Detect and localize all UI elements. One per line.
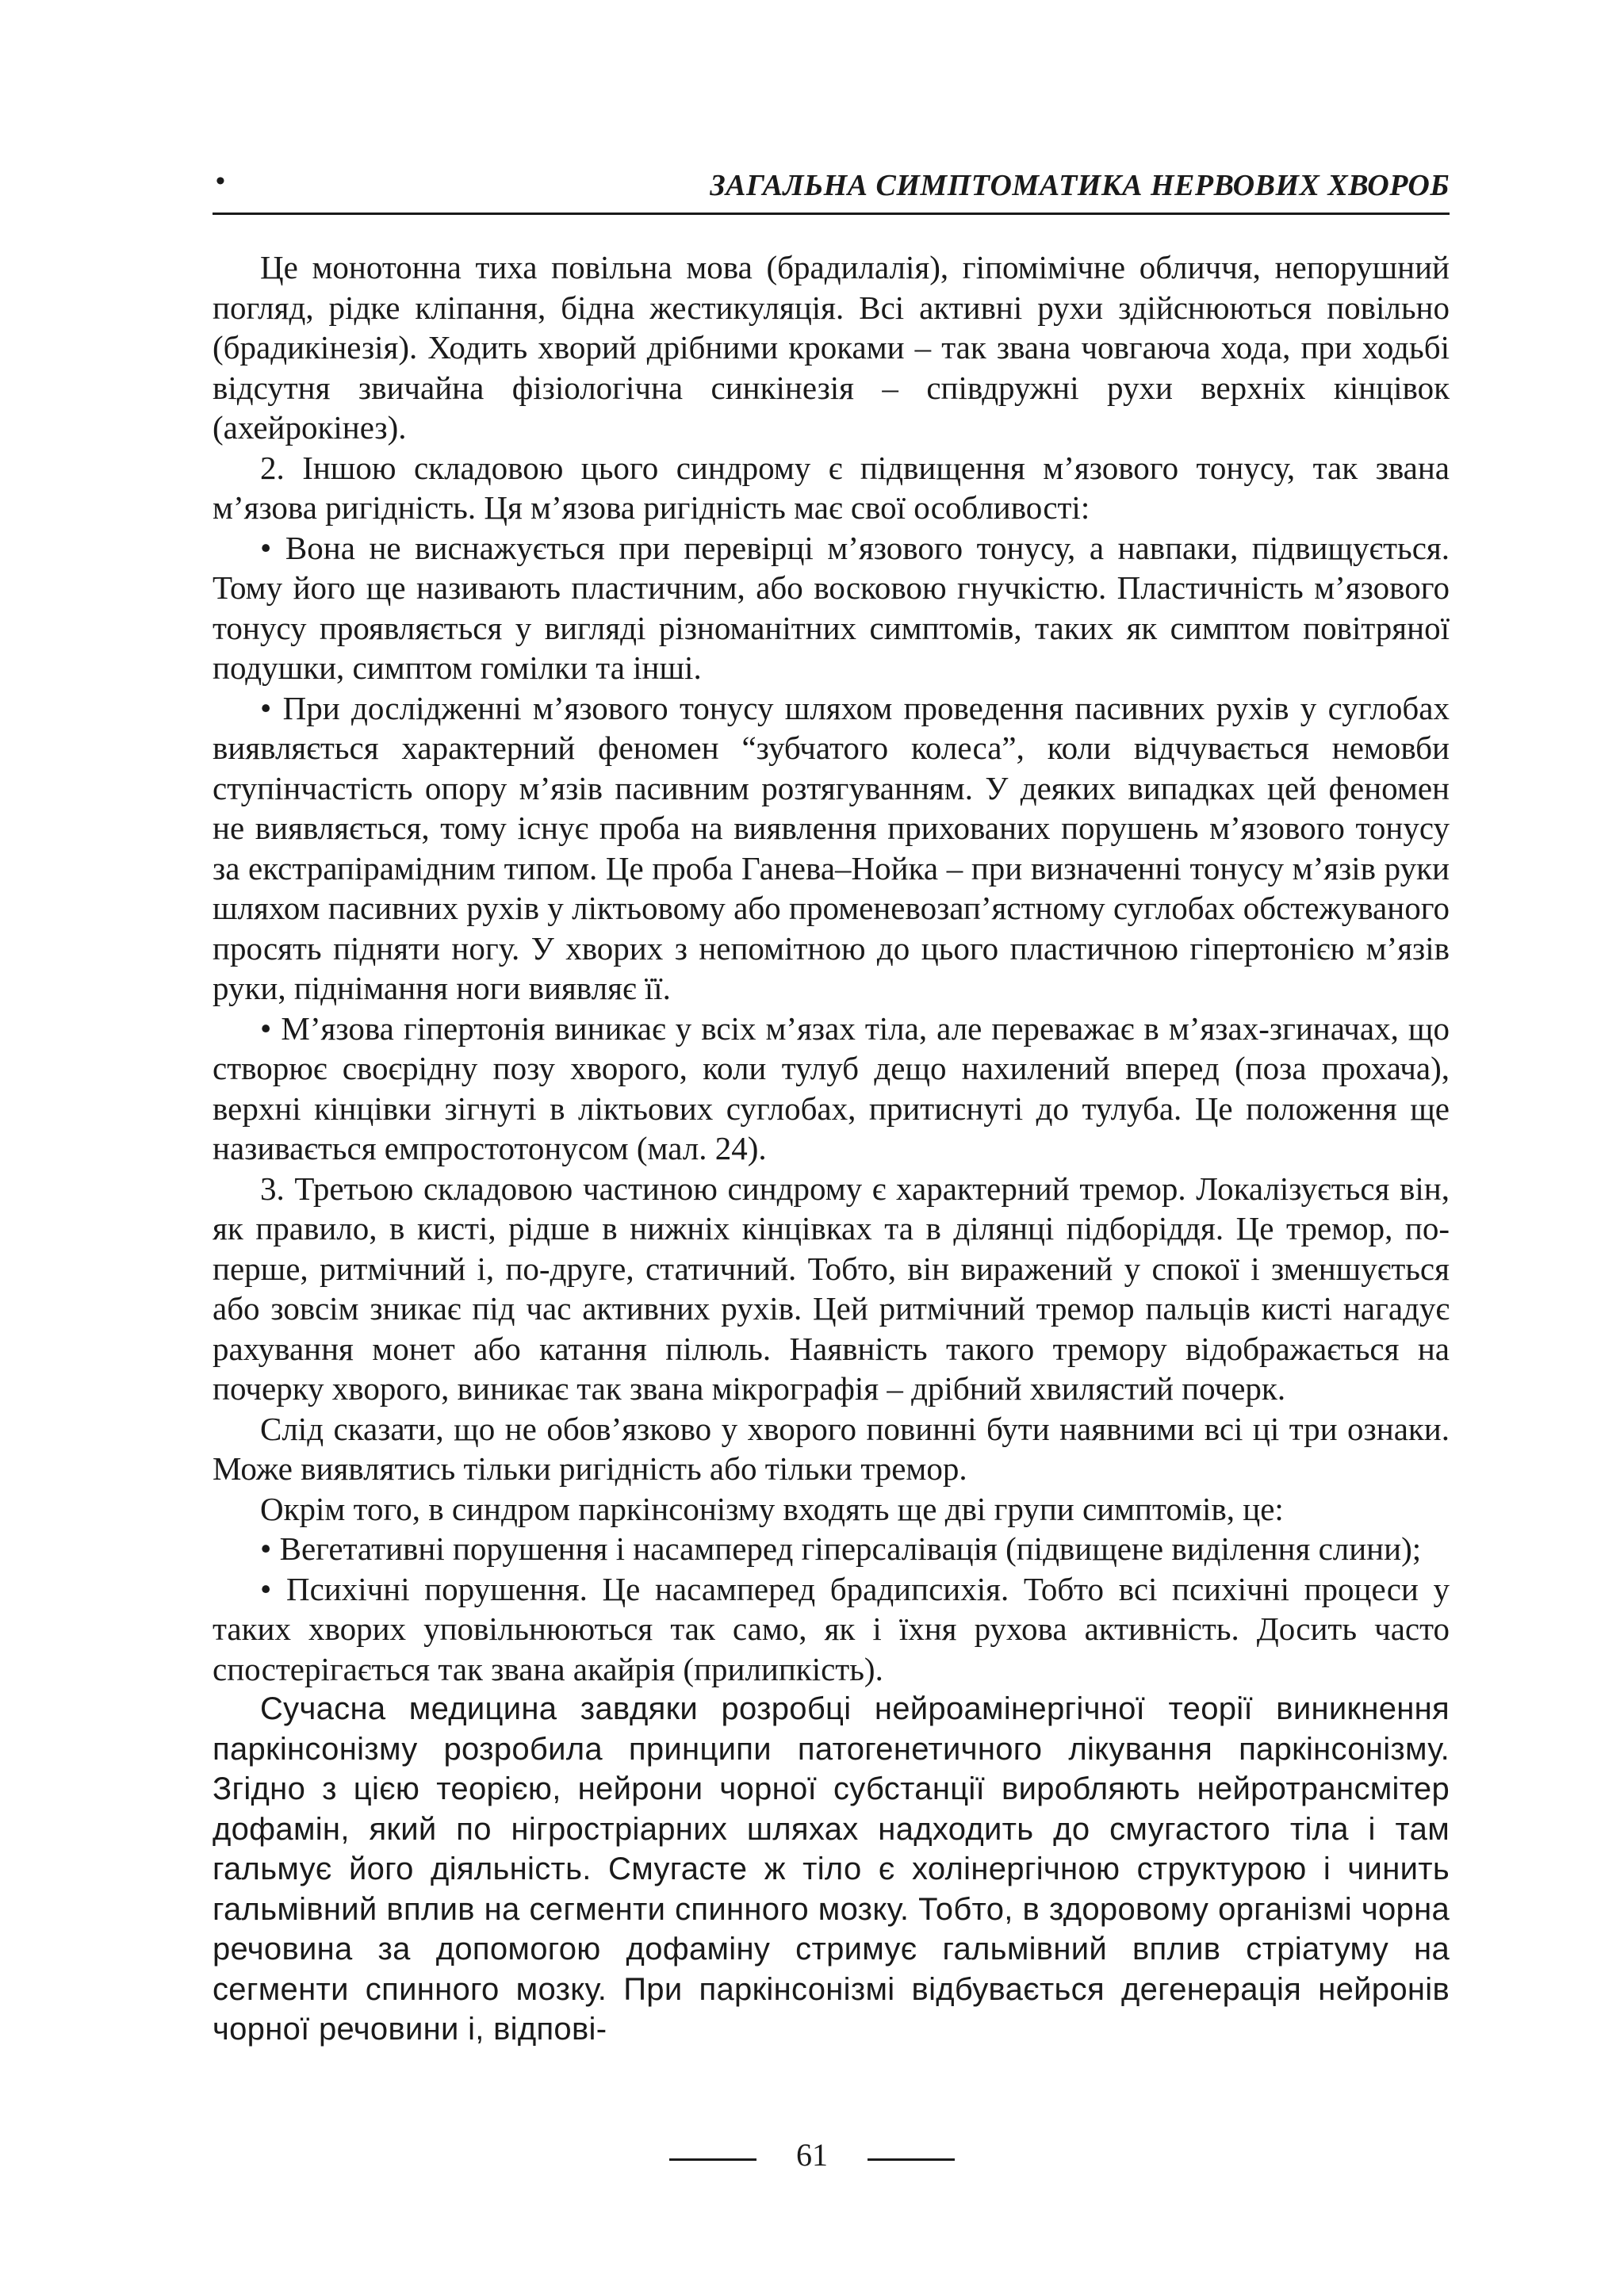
paragraph-8: Окрім того, в синдром паркінсонізму входять ще дві групи симптомів, це: [260,1490,1284,1527]
paragraph-3: • Вона не виснажується при перевірці м’язового тонусу, а навпаки, підвищується. Тому його ще називають пластичним, або восковою гнучкістю. Пластичність м’язового тонусу проявляється у вигляді різноманітних симптомів, таких як симптом повітряної подушки, симптом гомілки та інші. [213,529,1450,686]
paragraph-7: Слід сказати, що не обов’язково у хворого повинні бути наявними всі ці три ознаки. Може виявлятись тільки ригідність або тільки тремор. [213,1410,1450,1487]
paragraph-4: • При дослідженні м’язового тонусу шляхом проведення пасивних рухів у суглобах виявляється характерний феномен “зубчатого колеса”, коли відчувається немовби ступінчастість опору м’язів пасивним розтягуванням. У деяких випадках цей феномен не виявляється, тому існує проба на виявлення прихованих порушень м’язового тонусу за екстрапірамідним типом. Це проба Ганева–Нойка – при визначенні тонусу м’язів руки шляхом пасивних рухів у ліктьовому або променевозап’ястному суглобах обстежуваного просять підняти ногу. У хворих з непомітною до цього пластичною гіпертонією м’язів руки, піднімання ноги виявляє її. [213,689,1450,1006]
paragraph-6: 3. Третьою складовою частиною синдрому є характерний тремор. Локалізується він, як правило, в кисті, рідше в нижніх кінцівках та в ділянці підборіддя. Це тремор, по-перше, ритмічний і, по-друге, статичний. Тобто, він виражений у спокої і зменшується або зовсім зникає під час активних рухів. Цей ритмічний тремор пальців кисті нагадує рахування монет або катання пілюль. Наявність такого тремору відображається на почерку хворого, виникає так звана мікрографія – дрібний хвилястий почерк. [213,1170,1450,1407]
running-header [213,165,1450,215]
paragraph-11: Сучасна медицина завдяки розробці нейроамінергічної теорії виникнення паркінсонізму розробила принципи патогенетичного лікування паркінсонізму. Згідно з цією теорією, нейрони чорної субстанції виробляють нейротрансмітер дофамін, який по нігростріарних шляхах надходить до смугастого тіла і там гальмує його діяльність. Смугасте ж тіло є холінергічною структурою і чинить гальмівний вплив на сегменти спинного мозку. Тобто, в здоровому організмі чорна речовина за допомогою дофаміну стримує гальмівний вплив стріатуму на сегменти спинного мозку. При паркінсонізмі відбувається дегенерація нейронів чорної речовини і, відпові- [213,1691,1450,2047]
body-text [213,247,1450,2050]
header-title: ЗАГАЛЬНА СИМПТОМАТИКА НЕРВОВИХ ХВОРОБ [710,169,1450,202]
footer-rule-right [868,2158,955,2161]
paragraph-5: • М’язова гіпертонія виникає у всіх м’язах тіла, але переважає в м’язах-згиначах, що створює своєрідну позу хворого, коли тулуб дещо нахилений вперед (поза прохача), верхні кінцівки зігнуті в ліктьових суглобах, притиснуті до тулуба. Це положення ще називається емпростотонусом (мал. 24). [213,1009,1450,1166]
footer-rule-left [669,2158,756,2161]
paragraph-9: • Вегетативні порушення і насамперед гіперсалівація (підвищене виділення слини); [260,1530,1422,1567]
header-bullet: • [216,167,225,196]
paragraph-1: Це монотонна тиха повільна мова (брадилалія), гіпомімічне обличчя, непорушний погляд, рідке кліпання, бідна жестикуляція. Всі активні рухи здійснюються повільно (брадикінезія). Ходить хворий дрібними кроками – так звана човгаюча хода, при ходьбі відсутня звичайна фізіологічна синкінезія – співдружні рухи верхніх кінцівок (ахейрокінез). [213,249,1450,446]
paragraph-10: • Психічні порушення. Це насамперед брадипсихія. Тобто всі психічні процеси у таких хворих уповільнюються так само, як і їхня рухова активність. Досить часто спостерігається так звана акайрія (прилипкість). [213,1570,1450,1687]
page-footer [0,2133,1624,2181]
paragraph-2: 2. Іншою складовою цього синдрому є підвищення м’язового тонусу, так звана м’язова ригідність. Ця м’язова ригідність має свої особливості: [213,449,1450,526]
page-number: 61 [796,2137,828,2173]
